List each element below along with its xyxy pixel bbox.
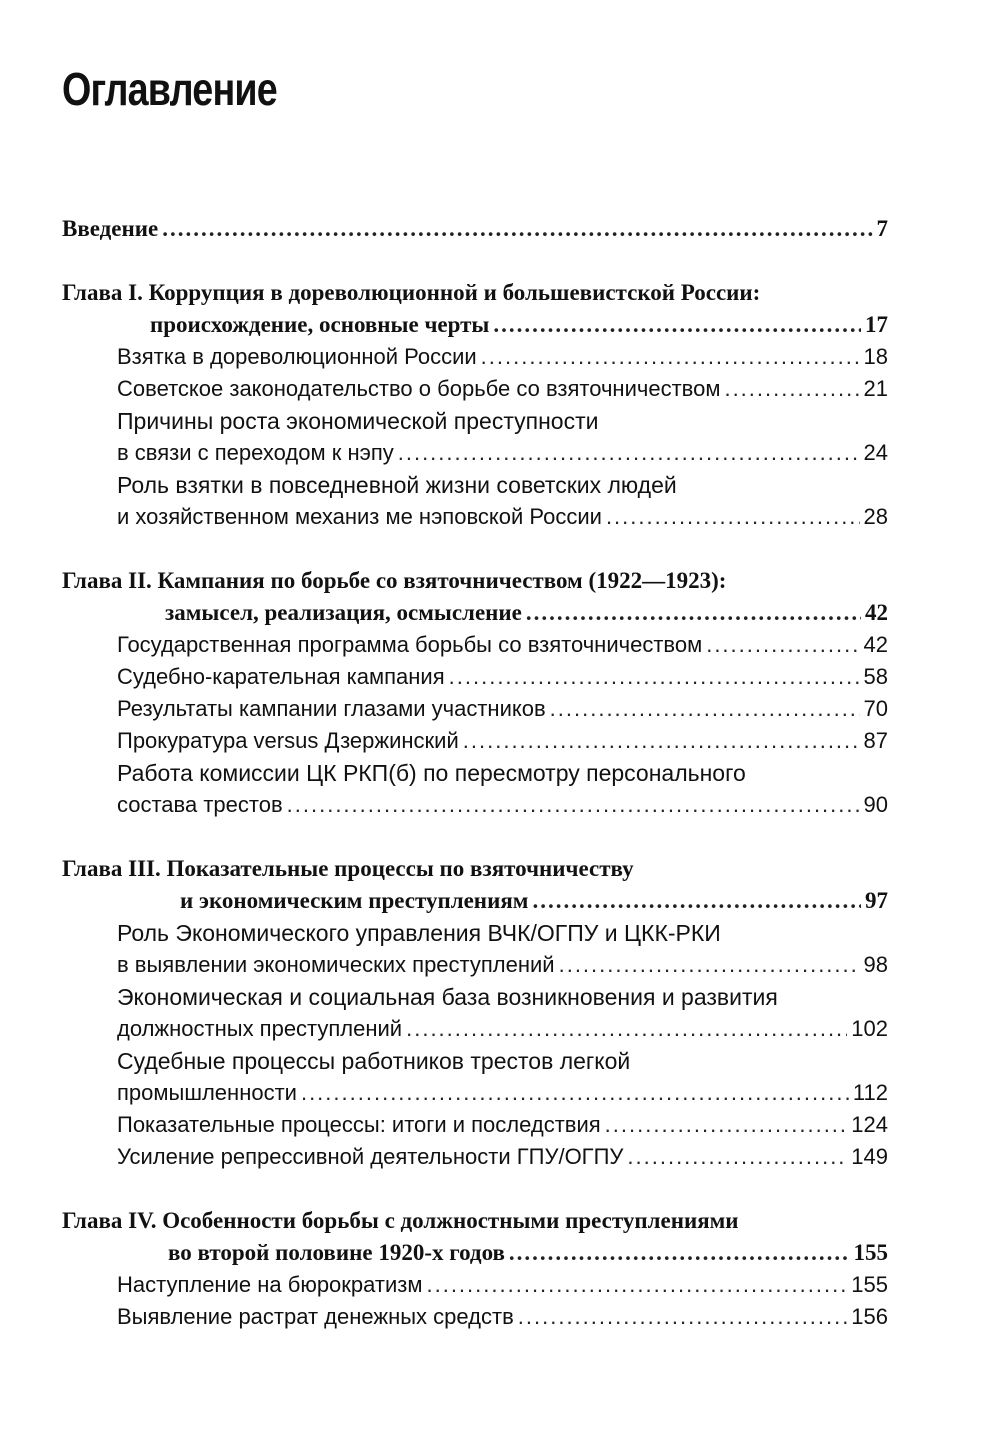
toc-section-line1: Судебные процессы работников трестов легкой (117, 1048, 631, 1074)
toc-section: и хозяйственном механиз ме нэповской России ..... 28 (117, 502, 888, 532)
toc-section: Показательные процессы: итоги и последствия ..... 124 (117, 1110, 888, 1140)
dot-leader (398, 438, 860, 468)
dot-leader (406, 1014, 847, 1044)
chapter-2-heading-line2: замысел, реализация, осмысление ..... 42 (165, 598, 888, 628)
toc-page-number: 155 (853, 1240, 888, 1265)
dot-leader (605, 1110, 848, 1140)
dot-leader (463, 726, 860, 756)
toc-section-line1: Экономическая и социальная база возникновения и развития (117, 984, 778, 1010)
toc-page-number: 124 (851, 1112, 888, 1137)
chapter-2-heading: Глава II. Кампания по борьбе со взяточничеством (1922—1923): (62, 568, 727, 593)
toc-page-number: 24 (863, 440, 888, 465)
chapter-4-heading-line2: во второй половине 1920-х годов ..... 155 (168, 1238, 888, 1268)
dot-leader (627, 1142, 847, 1172)
dot-leader (550, 694, 860, 724)
toc-section: в выявлении экономических преступлений ..... 98 (117, 950, 888, 980)
dot-leader (509, 1238, 850, 1268)
toc-section: Прокуратура versus Дзержинский ..... 87 (117, 726, 888, 756)
toc-page-number: 102 (851, 1016, 888, 1041)
toc-section-line1: Роль взятки в повседневной жизни советских людей (117, 472, 677, 498)
toc-section: Взятка в дореволюционной России ..... 18 (117, 342, 888, 372)
toc-section: Наступление на бюрократизм ..... 155 (117, 1270, 888, 1300)
toc-section: Выявление растрат денежных средств ..... 156 (117, 1302, 888, 1332)
toc-page-number: 156 (851, 1304, 888, 1329)
dot-leader (481, 342, 860, 372)
toc-page-number: 87 (863, 728, 888, 753)
dot-leader (532, 886, 861, 916)
dot-leader (559, 950, 860, 980)
toc-page-number: 18 (863, 344, 888, 369)
toc-section: Результаты кампании глазами участников ..... 70 (117, 694, 888, 724)
page-title: Оглавление (62, 63, 277, 115)
chapter-1-heading-line2: происхождение, основные черты ..... 17 (150, 310, 888, 340)
toc-page-number: 98 (863, 952, 888, 977)
toc-section: в связи с переходом к нэпу ..... 24 (117, 438, 888, 468)
chapter-3-heading-line2: и экономическим преступлениям ..... 97 (180, 886, 888, 916)
chapter-4-heading: Глава IV. Особенности борьбы с должностными преступлениями (62, 1208, 739, 1233)
toc-page-number: 90 (863, 792, 888, 817)
toc-page-number: 21 (863, 376, 888, 401)
toc-section: промышленности ..... 112 (117, 1078, 888, 1108)
toc-page-number: 28 (863, 504, 888, 529)
toc-page-number: 42 (863, 632, 888, 657)
toc-section-line1: Причины роста экономической преступности (117, 408, 599, 434)
dot-leader (518, 1302, 848, 1332)
toc-page-number: 112 (852, 1080, 888, 1105)
toc-page-number: 42 (865, 600, 888, 625)
dot-leader (724, 374, 859, 404)
dot-leader (493, 310, 861, 340)
chapter-3-heading: Глава III. Показательные процессы по взяточничеству (62, 856, 634, 881)
chapter-1-heading: Глава I. Коррупция в дореволюционной и большевистской России: (62, 280, 761, 305)
toc-section: Государственная программа борьбы со взяточничеством ..... 42 (117, 630, 888, 660)
toc-section: Советское законодательство о борьбе со взяточничеством ..... 21 (117, 374, 888, 404)
dot-leader (426, 1270, 847, 1300)
toc-page-number: 97 (865, 888, 888, 913)
dot-leader (301, 1078, 849, 1108)
toc-section: состава трестов ..... 90 (117, 790, 888, 820)
toc-entry-label: Введение (62, 216, 159, 241)
toc-section-line1: Роль Экономического управления ВЧК/ОГПУ и ЦКК-РКИ (117, 920, 721, 946)
toc-section: Усиление репрессивной деятельности ГПУ/ОГПУ ..... 149 (117, 1142, 888, 1172)
dot-leader (162, 214, 872, 244)
toc-section: Судебно-карательная кампания ..... 58 (117, 662, 888, 692)
toc-page-number: 149 (851, 1144, 888, 1169)
dot-leader (287, 790, 860, 820)
toc-page-number: 70 (863, 696, 888, 721)
toc-page-number: 58 (863, 664, 888, 689)
toc-page-number: 155 (851, 1272, 888, 1297)
toc-page-number: 17 (865, 312, 888, 337)
toc-entry-intro (62, 214, 888, 244)
dot-leader (706, 630, 859, 660)
toc-section-line1: Работа комиссии ЦК РКП(б) по пересмотру персонального (117, 760, 746, 786)
dot-leader (449, 662, 860, 692)
dot-leader (606, 502, 860, 532)
toc-page-number: 7 (876, 216, 888, 241)
dot-leader (526, 598, 861, 628)
toc-section: должностных преступлений ..... 102 (117, 1014, 888, 1044)
